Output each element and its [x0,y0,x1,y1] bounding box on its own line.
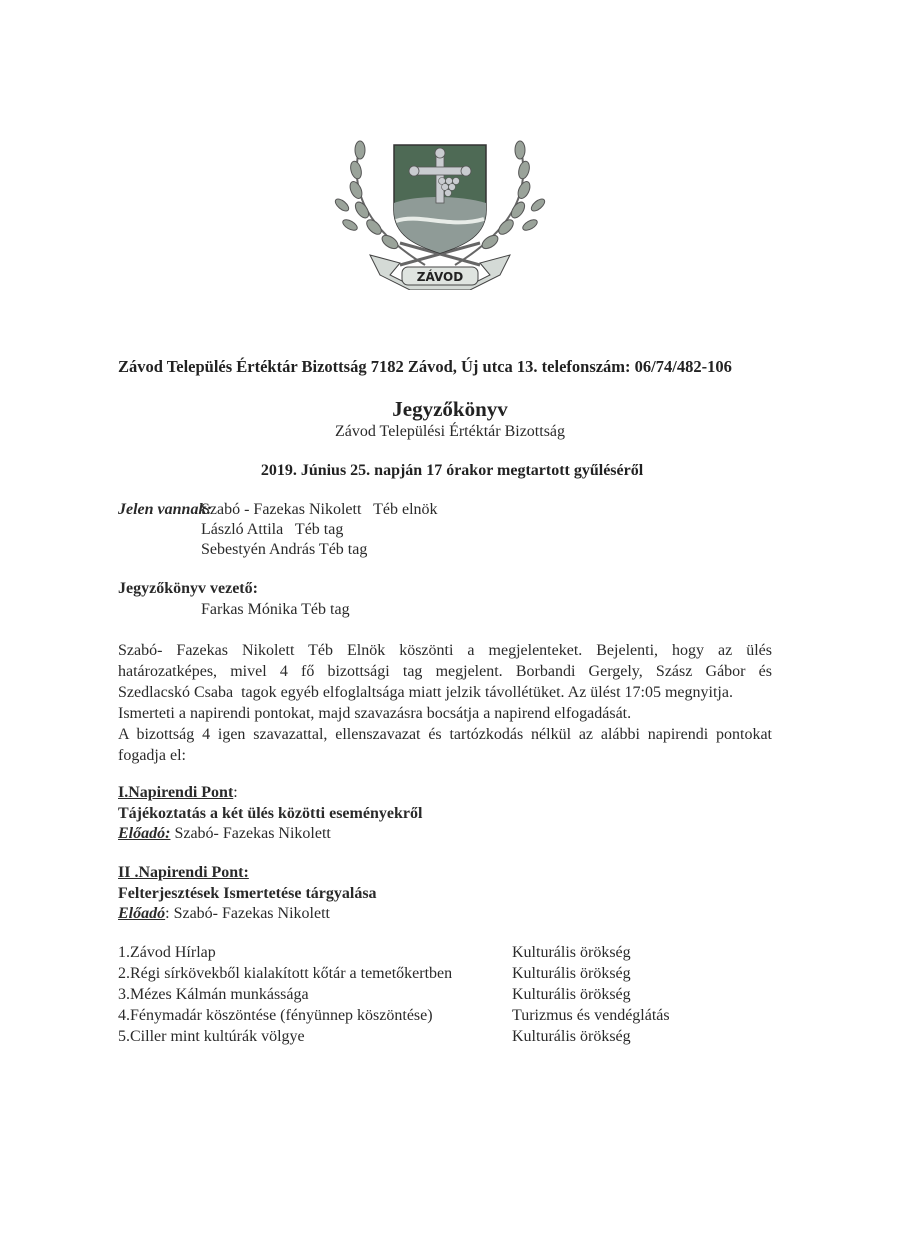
agenda-heading-text: I.Napirendi Pont [118,784,234,801]
proposal-item: 4.Fénymadár köszöntése (fényünnep köszöntése) [118,1007,433,1024]
recorder-label: Jegyzőkönyv vezető: [118,580,258,597]
agenda-heading-text: II .Napirendi Pont: [118,864,249,881]
intro-line: fogadja el: [118,747,186,764]
intro-line: A bizottság 4 igen szavazattal, ellenszavazat és tartózkodás nélkül az alábbi napirendi pontokat [118,726,772,743]
agenda-topic-1: Tájékoztatás a két ülés közötti eseményekről [118,805,423,822]
intro-paragraph [118,640,772,766]
attendee: Szabó - Fazekas Nikolett Téb elnök [201,501,438,518]
proposal-item: 2.Régi sírkövekből kialakított kőtár a temetőkertben [118,965,453,982]
intro-line: Szabó- Fazekas Nikolett Téb Elnök köszönti a megjelenteket. Bejelenti, hogy az ülés [118,642,772,659]
attendee: Sebestyén András Téb tag [201,541,368,558]
proposal-category: Turizmus és vendéglátás [512,1007,670,1024]
proposal-category: Kulturális örökség [512,986,631,1003]
banner-ribbon [370,255,510,290]
presenter-label: Előadó [118,905,166,922]
presenter-name: Szabó- Fazekas Nikolett [170,825,331,842]
agenda-heading-1 [118,784,238,802]
meeting-date-line: 2019. Június 25. napján 17 órakor megtartott gyűléséről [260,462,644,479]
agenda-presenter-2 [118,905,330,923]
banner-text: ZÁVOD [416,270,464,284]
proposal-category: Kulturális örökség [512,1028,631,1045]
agenda-heading-2 [118,864,249,882]
intro-line: Ismerteti a napirendi pontokat, majd szavazásra bocsátja a napirend elfogadását. [118,705,632,722]
document-title: Jegyzőkönyv [392,397,508,421]
proposal-item: 3.Mézes Kálmán munkássága [118,986,309,1003]
coat-of-arms-logo [330,125,550,290]
attendance-label: Jelen vannak: [118,501,212,518]
intro-line: határozatképes, mivel 4 fő bizottsági tag megjelent. Borbandi Gergely, Szász Gábor és [118,663,772,680]
agenda-topic-2: Felterjesztések Ismertetése tárgyalása [118,885,377,902]
presenter-name: : Szabó- Fazekas Nikolett [165,905,330,922]
intro-line: Szedlacskó Csaba tagok egyéb elfoglaltsága miatt jelzik távollétüket. Az ülést 17:05 megnyitja. [118,684,733,701]
attendee: László Attila Téb tag [201,521,344,538]
proposal-category: Kulturális örökség [512,965,631,982]
proposal-category: Kulturális örökség [512,944,631,961]
agenda-heading-suffix: : [233,784,238,801]
presenter-label: Előadó: [118,825,171,842]
shield-icon [394,145,486,253]
proposal-item: 1.Závod Hírlap [118,944,216,961]
recorder-name: Farkas Mónika Téb tag [201,601,350,618]
agenda-presenter-1 [118,825,331,843]
proposal-item: 5.Ciller mint kultúrák völgye [118,1028,305,1045]
address-header: Závod Település Értéktár Bizottság 7182 Závod, Új utca 13. telefonszám: 06/74/482-106 [118,357,732,376]
document-subtitle: Závod Települési Értéktár Bizottság [334,423,566,440]
